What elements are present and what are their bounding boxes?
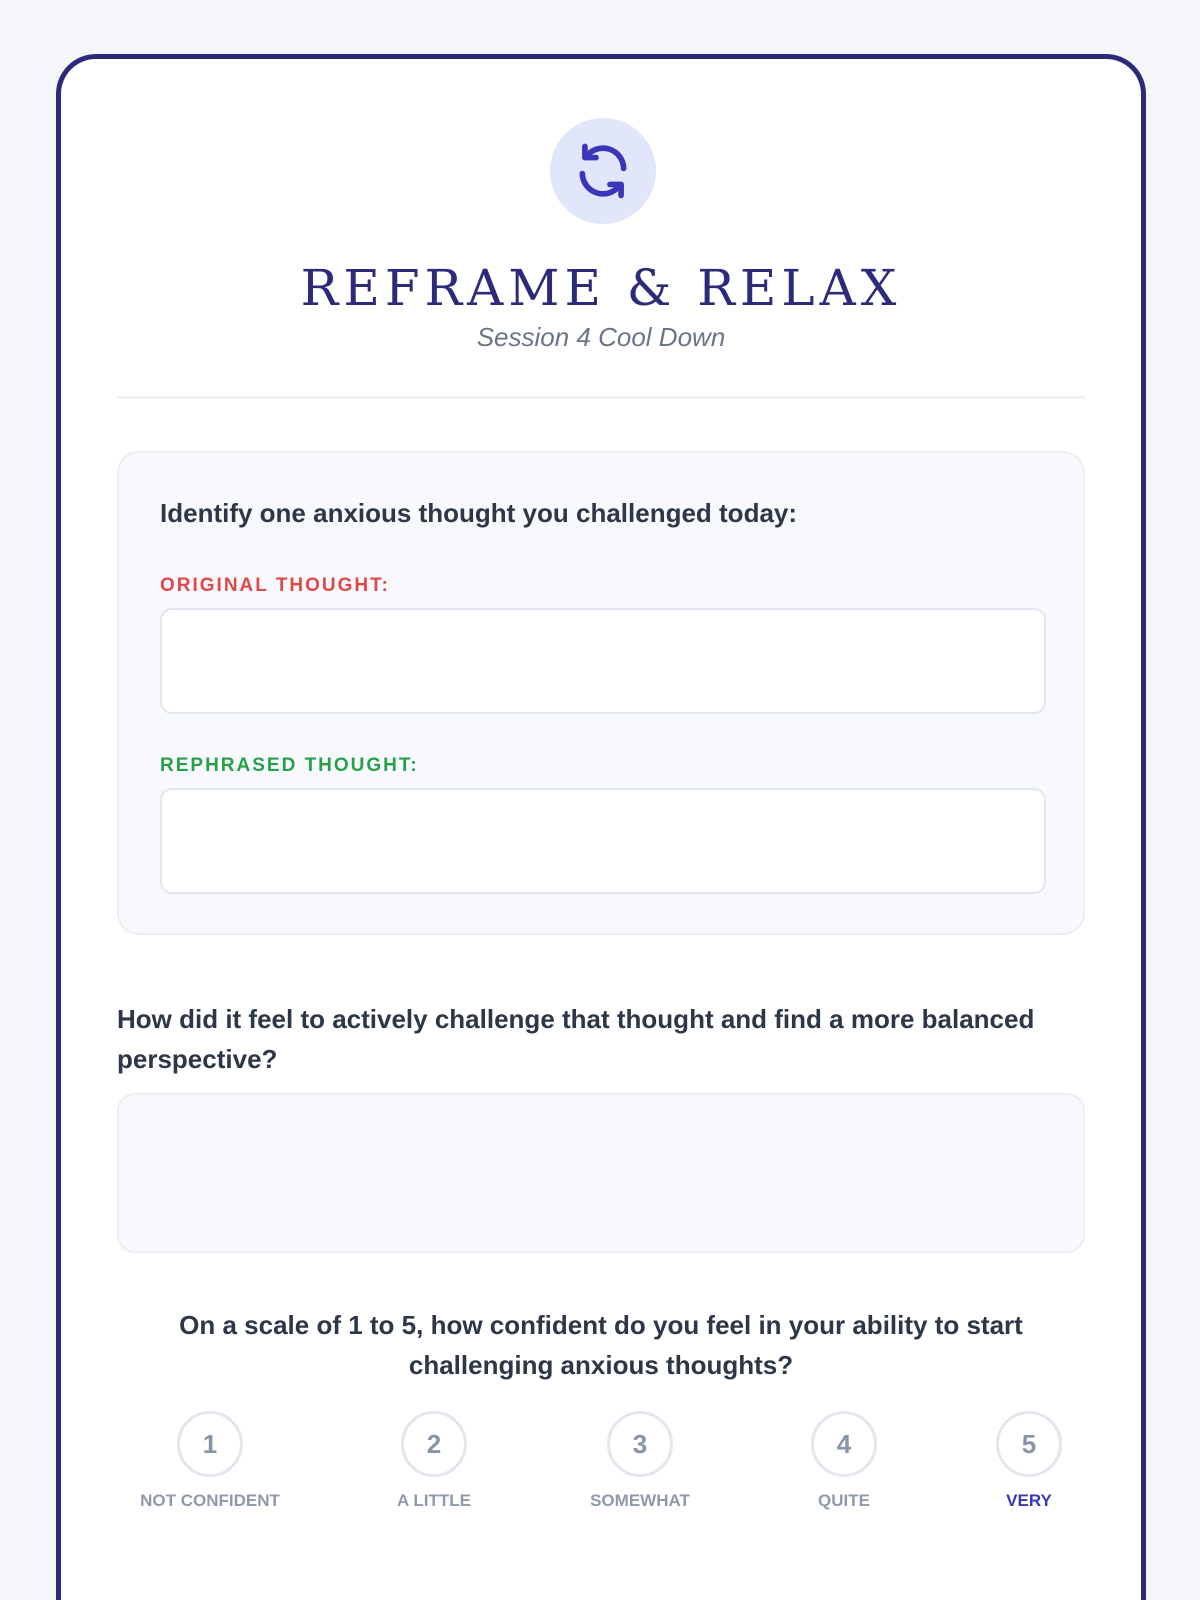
scale-option-5[interactable] — [939, 1411, 1119, 1511]
original-thought-input[interactable] — [160, 608, 1046, 714]
refresh-icon — [550, 118, 656, 224]
scale-circle-2[interactable]: 2 — [401, 1411, 467, 1477]
rephrased-thought-input[interactable] — [160, 788, 1046, 894]
scale-option-4[interactable] — [754, 1411, 934, 1511]
page-title: REFRAME & RELAX — [300, 259, 902, 317]
thought-section-heading: Identify one anxious thought you challenged today: — [160, 498, 798, 528]
scale-label-1: NOT CONFIDENT — [140, 1491, 280, 1510]
scale-label-5: VERY — [1006, 1491, 1052, 1510]
scale-circle-4[interactable]: 4 — [811, 1411, 877, 1477]
header-divider — [117, 396, 1085, 399]
page-subtitle: Session 4 Cool Down — [476, 322, 726, 352]
worksheet-card — [56, 54, 1146, 1600]
rephrased-thought-label: REPHRASED THOUGHT: — [160, 755, 419, 776]
scale-option-3[interactable] — [550, 1411, 730, 1511]
confidence-question: On a scale of 1 to 5, how confident do you feel in your ability to start challenging anxious thoughts? — [179, 1310, 1023, 1380]
feeling-response-input[interactable] — [117, 1093, 1085, 1253]
scale-circle-5[interactable]: 5 — [996, 1411, 1062, 1477]
feeling-question: How did it feel to actively challenge that thought and find a more balanced perspective? — [117, 1004, 1035, 1074]
scale-circle-1[interactable]: 1 — [177, 1411, 243, 1477]
scale-option-2[interactable] — [344, 1411, 524, 1511]
scale-circle-3[interactable]: 3 — [607, 1411, 673, 1477]
scale-label-2: A LITTLE — [397, 1491, 471, 1510]
thought-section — [117, 451, 1085, 935]
original-thought-label: ORIGINAL THOUGHT: — [160, 575, 390, 596]
scale-label-4: QUITE — [818, 1491, 870, 1510]
scale-label-3: SOMEWHAT — [590, 1491, 690, 1510]
scale-option-1[interactable] — [120, 1411, 300, 1511]
